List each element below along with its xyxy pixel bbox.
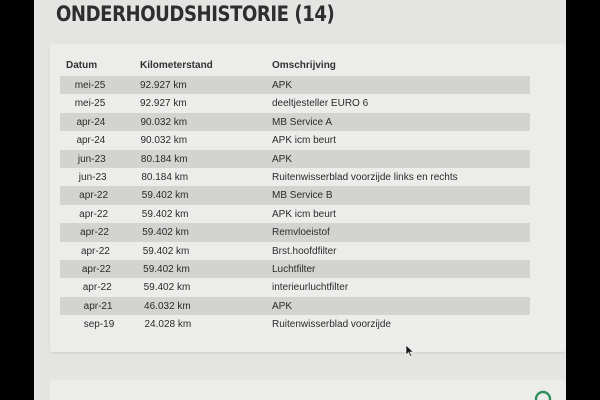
table-row xyxy=(60,205,530,223)
table-row xyxy=(60,297,530,315)
next-card xyxy=(50,380,566,400)
column-header-description: Omschrijving xyxy=(272,60,336,71)
cell-date: jun-23 xyxy=(78,171,107,183)
table-row xyxy=(60,113,530,131)
screen xyxy=(34,0,566,400)
cell-description: interieurluchtfilter xyxy=(272,282,349,294)
cell-date: jun-23 xyxy=(77,153,106,165)
table-row xyxy=(60,76,530,94)
cell-mileage: 59.402 km xyxy=(143,263,190,275)
cell-description: Brst.hoofdfilter xyxy=(272,245,337,257)
cell-description: Remvloeistof xyxy=(272,227,330,239)
table-row xyxy=(60,186,530,204)
cell-mileage: 59.402 km xyxy=(143,282,191,294)
cell-description: Ruitenwisserblad voorzijde xyxy=(272,319,391,331)
cell-date: mei-25 xyxy=(74,80,106,91)
cell-mileage: 90.032 km xyxy=(140,135,188,147)
cell-description: APK xyxy=(272,153,293,165)
table-header xyxy=(50,58,566,74)
cell-description: APK icm beurt xyxy=(272,135,336,147)
cell-date: apr-24 xyxy=(76,116,106,128)
table-row xyxy=(60,131,530,149)
table-row xyxy=(60,223,530,241)
cell-date: apr-22 xyxy=(80,245,110,257)
cell-description: MB Service A xyxy=(272,116,333,128)
table-body xyxy=(60,76,530,333)
cell-mileage: 59.402 km xyxy=(142,245,190,257)
table-row xyxy=(60,260,530,278)
cell-mileage: 59.402 km xyxy=(141,190,189,202)
cell-mileage: 92.927 km xyxy=(140,98,187,110)
cell-date: apr-22 xyxy=(82,282,112,294)
cell-mileage: 24.028 km xyxy=(144,319,192,331)
table-row xyxy=(60,168,530,186)
cell-date: apr-22 xyxy=(81,263,111,275)
table-row xyxy=(60,150,530,168)
column-header-mileage: Kilometerstand xyxy=(140,60,213,71)
cell-description: APK xyxy=(272,80,293,91)
table-row xyxy=(60,278,530,296)
cell-date: apr-22 xyxy=(79,208,109,220)
cell-mileage: 80.184 km xyxy=(140,153,188,165)
green-circle-icon[interactable] xyxy=(534,390,552,400)
maintenance-history-card xyxy=(50,44,566,352)
cell-date: apr-22 xyxy=(80,227,109,239)
column-header-date: Datum xyxy=(66,60,98,71)
cell-mileage: 59.402 km xyxy=(142,227,189,239)
cell-date: sep-19 xyxy=(83,319,115,331)
cell-date: apr-21 xyxy=(83,300,113,312)
cell-description: MB Service B xyxy=(272,190,333,202)
cell-description: APK icm beurt xyxy=(272,208,336,220)
table-row xyxy=(60,242,530,260)
cell-description: APK xyxy=(272,300,293,312)
cell-mileage: 46.032 km xyxy=(144,300,191,312)
page-title: ONDERHOUDSHISTORIE (14) xyxy=(56,2,335,26)
cell-date: apr-22 xyxy=(79,190,109,202)
cell-description: Luchtfilter xyxy=(272,263,316,275)
cell-mileage: 90.032 km xyxy=(140,116,188,128)
table-row xyxy=(60,315,530,333)
table-row xyxy=(60,94,530,112)
mouse-pointer-icon xyxy=(405,344,415,358)
cell-mileage: 92.927 km xyxy=(140,80,187,91)
cell-date: apr-24 xyxy=(76,135,106,147)
cell-description: Ruitenwisserblad voorzijde links en rechts xyxy=(272,171,458,183)
cell-mileage: 59.402 km xyxy=(141,208,189,220)
cell-description: deeltjesteller EURO 6 xyxy=(272,98,369,110)
cell-mileage: 80.184 km xyxy=(141,171,189,183)
cell-date: mei-25 xyxy=(74,98,106,110)
